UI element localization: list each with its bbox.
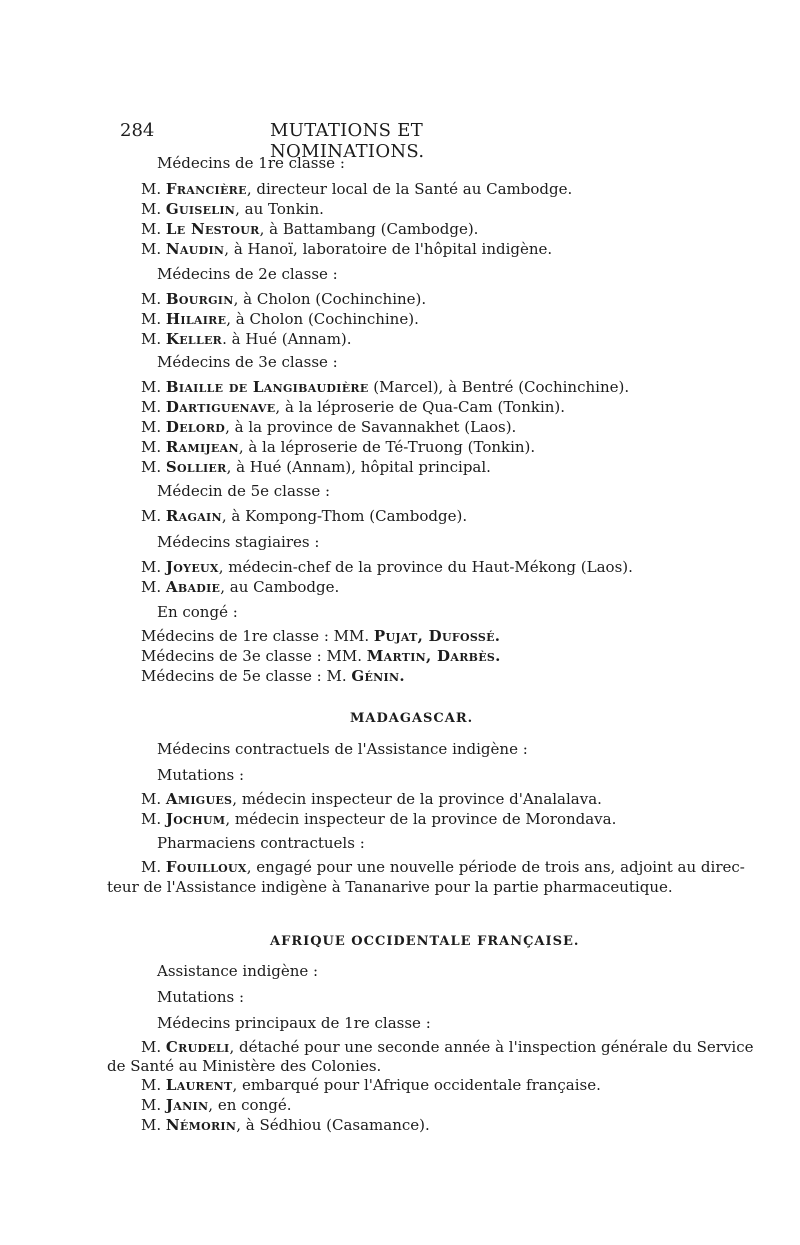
entry: Médecins de 1re classe : MM. Pujat, Dufossé. (141, 627, 501, 645)
subheading: Médecins contractuels de l'Assistance indigène : (157, 740, 528, 758)
subheading: Médecins de 2e classe : (157, 265, 338, 283)
subheading: Médecins principaux de 1re classe : (157, 1014, 431, 1032)
section-heading: AFRIQUE OCCIDENTALE FRANÇAISE. (270, 934, 580, 949)
subheading: Assistance indigène : (157, 962, 319, 980)
subheading: Mutations : (157, 988, 245, 1006)
entry: M. Keller. à Hué (Annam). (141, 330, 352, 348)
entry: M. Hilaire, à Cholon (Cochinchine). (141, 310, 419, 328)
entry: M. Naudin, à Hanoï, laboratoire de l'hôpital indigène. (141, 240, 553, 258)
entry: M. Biaille de Langibaudière (Marcel), à Bentré (Cochinchine). (141, 378, 630, 396)
entry: M. Francière, directeur local de la Santé au Cambodge. (141, 180, 573, 198)
entry: M. Amigues, médecin inspecteur de la province d'Analalava. (141, 790, 602, 808)
entry: M. Crudeli, détaché pour une seconde année à l'inspection générale du Service (141, 1038, 754, 1056)
entry: M. Ragain, à Kompong-Thom (Cambodge). (141, 507, 468, 525)
entry: Médecins de 5e classe : M. Génin. (141, 667, 405, 685)
subheading: Mutations : (157, 766, 245, 784)
entry: M. Le Nestour, à Battambang (Cambodge). (141, 220, 479, 238)
entry-continuation: de Santé au Ministère des Colonies. (107, 1057, 382, 1075)
subheading: Médecins de 1re classe : (157, 154, 345, 172)
entry: M. Sollier, à Hué (Annam), hôpital principal. (141, 458, 491, 476)
entry: M. Fouilloux, engagé pour une nouvelle période de trois ans, adjoint au direc- (141, 858, 745, 876)
subheading: En congé : (157, 603, 238, 621)
subheading: Pharmaciens contractuels : (157, 834, 365, 852)
entry: M. Joyeux, médecin-chef de la province du Haut-Mékong (Laos). (141, 558, 633, 576)
entry: M. Jochum, médecin inspecteur de la province de Morondava. (141, 810, 617, 828)
entry: M. Laurent, embarqué pour l'Afrique occidentale française. (141, 1076, 601, 1094)
entry: Médecins de 3e classe : MM. Martin, Darbès. (141, 647, 501, 665)
subheading: Médecins de 3e classe : (157, 353, 338, 371)
entry: M. Janin, en congé. (141, 1096, 292, 1114)
entry: M. Bourgin, à Cholon (Cochinchine). (141, 290, 427, 308)
entry: M. Guiselin, au Tonkin. (141, 200, 324, 218)
entry: M. Abadie, au Cambodge. (141, 578, 340, 596)
entry: M. Dartiguenave, à la léproserie de Qua-Cam (Tonkin). (141, 398, 566, 416)
page-number: 284 (120, 120, 155, 141)
subheading: Médecin de 5e classe : (157, 482, 331, 500)
running-title: MUTATIONS ET NOMINATIONS. (270, 120, 425, 162)
subheading: Médecins stagiaires : (157, 533, 320, 551)
entry: M. Delord, à la province de Savannakhet (Laos). (141, 418, 517, 436)
page-header (120, 120, 530, 162)
entry: M. Ramijean, à la léproserie de Té-Truong (Tonkin). (141, 438, 536, 456)
section-heading: MADAGASCAR. (350, 711, 474, 726)
entry-continuation: teur de l'Assistance indigène à Tananarive pour la partie pharmaceutique. (107, 878, 673, 896)
entry: M. Némorin, à Sédhiou (Casamance). (141, 1116, 430, 1134)
